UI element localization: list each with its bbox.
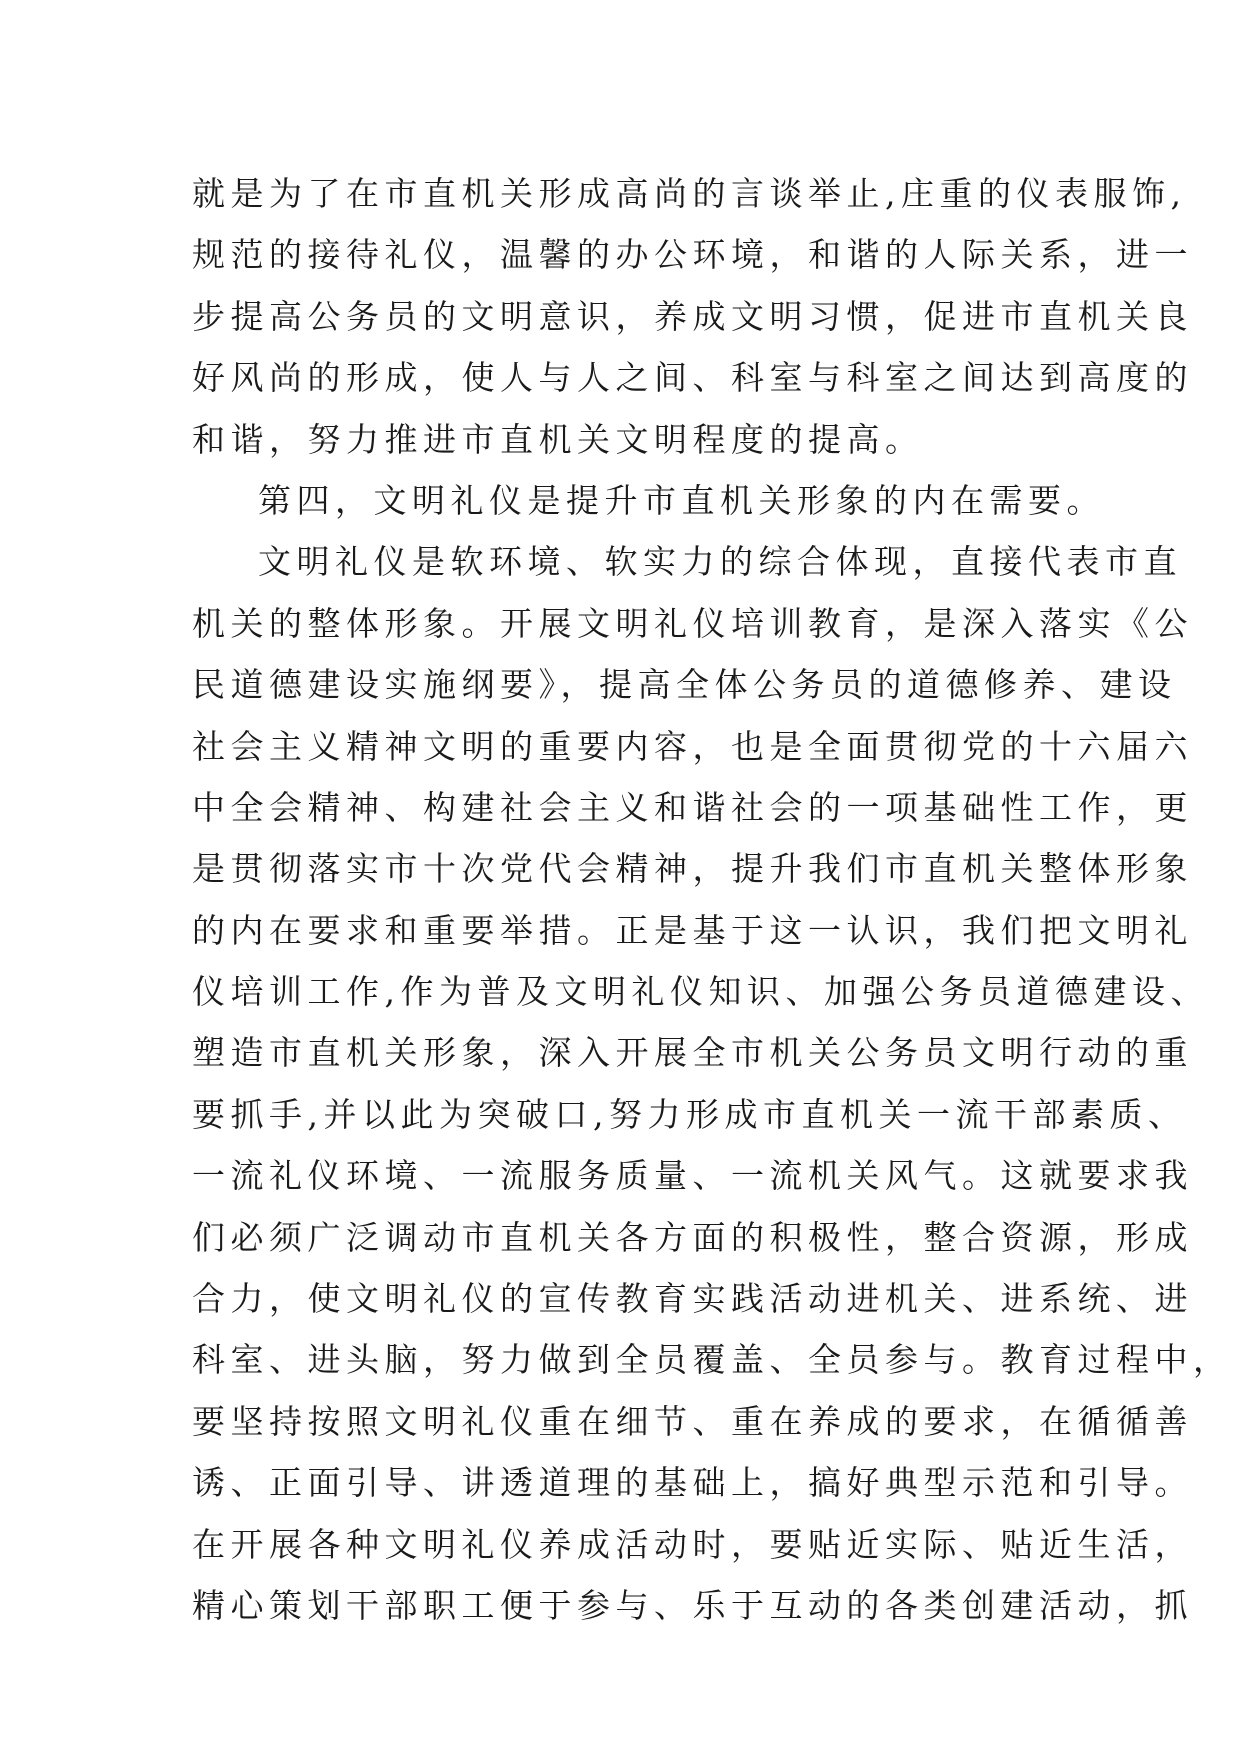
document-body [192,163,1232,1636]
paragraph-line: 科室、进头脑，努力做到全员覆盖、全员参与。教育过程中， [192,1340,1232,1380]
paragraph-line: 和谐，努力推进市直机关文明程度的提高。 [192,419,924,459]
paragraph-line: 好风尚的形成，使人与人之间、科室与科室之间达到高度的 [192,358,1193,398]
paragraph-line: 诱、正面引导、讲透道理的基础上，搞好典型示范和引导。 [192,1463,1193,1503]
paragraph-line: 塑造市直机关形象，深入开展全市机关公务员文明行动的重 [192,1033,1193,1073]
paragraph-line: 在开展各种文明礼仪养成活动时，要贴近实际、贴近生活， [192,1524,1193,1564]
paragraph-line: 中全会精神、构建社会主义和谐社会的一项基础性工作，更 [192,787,1193,827]
paragraph-line: 要抓手,并以此为突破口,努力形成市直机关一流干部素质、 [192,1094,1187,1134]
paragraph-line: 社会主义精神文明的重要内容，也是全面贯彻党的十六届六 [192,726,1193,766]
paragraph-line: 是贯彻落实市十次党代会精神，提升我们市直机关整体形象 [192,849,1193,889]
paragraph-line: 机关的整体形象。开展文明礼仪培训教育，是深入落实《公 [192,603,1193,643]
paragraph-line: 要坚持按照文明礼仪重在细节、重在养成的要求，在循循善 [192,1401,1193,1441]
paragraph-first-line: 文明礼仪是软环境、软实力的综合体现，直接代表市直 [258,542,1182,582]
section-heading-line: 第四，文明礼仪是提升市直机关形象的内在需要。 [258,480,1105,520]
paragraph-line: 就是为了在市直机关形成高尚的言谈举止,庄重的仪表服饰, [192,174,1187,213]
paragraph-line: 精心策划干部职工便于参与、乐于互动的各类创建活动，抓 [192,1585,1193,1625]
paragraph-line: 合力，使文明礼仪的宣传教育实践活动进机关、进系统、进 [192,1279,1193,1319]
paragraph-line: 们必须广泛调动市直机关各方面的积极性，整合资源，形成 [192,1217,1193,1257]
paragraph-line: 民道德建设实施纲要》，提高全体公务员的道德修养、建设 [192,665,1177,705]
paragraph-line: 一流礼仪环境、一流服务质量、一流机关风气。这就要求我 [192,1156,1193,1196]
paragraph-line: 步提高公务员的文明意识，养成文明习惯，促进市直机关良 [192,296,1193,336]
paragraph-line: 规范的接待礼仪，温馨的办公环境，和谐的人际关系，进一 [192,235,1193,275]
paragraph-line: 的内在要求和重要举措。正是基于这一认识，我们把文明礼 [192,910,1193,950]
paragraph-line: 仪培训工作,作为普及文明礼仪知识、加强公务员道德建设、 [192,972,1209,1012]
